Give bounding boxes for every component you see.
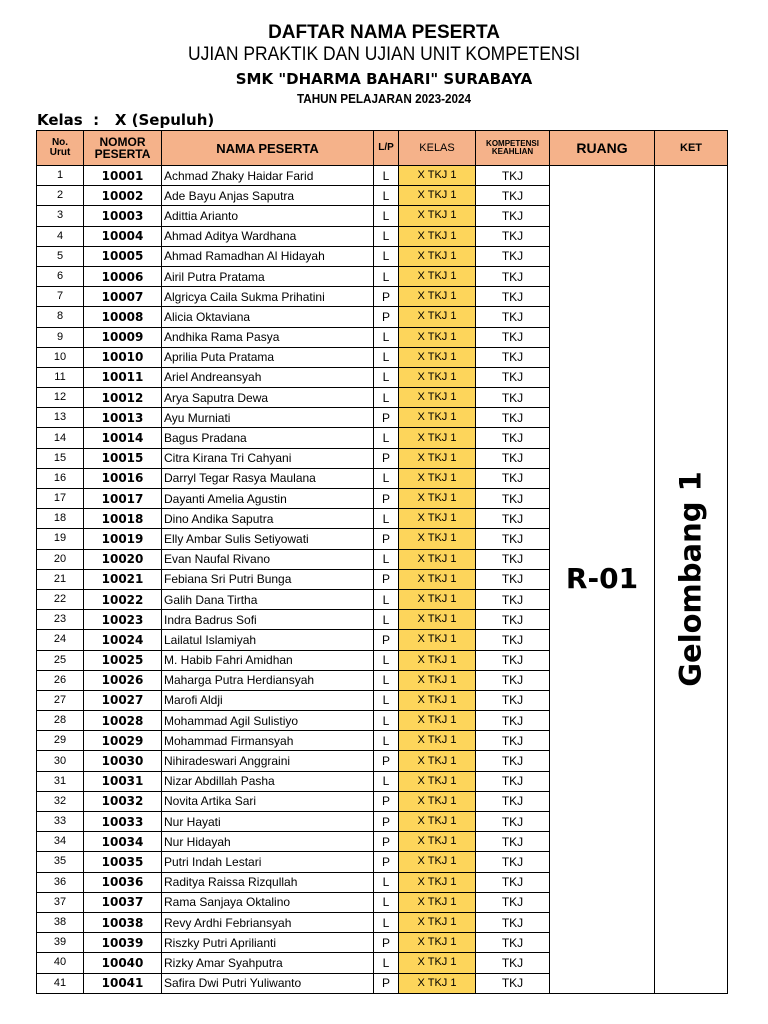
participant-gender: P bbox=[374, 973, 399, 993]
participant-competency: TKJ bbox=[476, 166, 550, 186]
participant-class: X TKJ 1 bbox=[399, 226, 476, 246]
col-header-no: No. Urut bbox=[37, 131, 84, 166]
class-label: Kelas : X (Sepuluh) bbox=[37, 111, 215, 129]
participant-name: Darryl Tegar Rasya Maulana bbox=[162, 468, 374, 488]
participant-class: X TKJ 1 bbox=[399, 206, 476, 226]
col-header-nomor: NOMOR PESERTA bbox=[84, 131, 162, 166]
participant-class: X TKJ 1 bbox=[399, 428, 476, 448]
participant-number: 10003 bbox=[84, 206, 162, 226]
participant-class: X TKJ 1 bbox=[399, 589, 476, 609]
participant-class: X TKJ 1 bbox=[399, 549, 476, 569]
participant-name: Airil Putra Pratama bbox=[162, 266, 374, 286]
participant-name: Ahmad Aditya Wardhana bbox=[162, 226, 374, 246]
participant-name: Raditya Raissa Rizqullah bbox=[162, 872, 374, 892]
participant-class: X TKJ 1 bbox=[399, 751, 476, 771]
participant-name: Ariel Andreansyah bbox=[162, 367, 374, 387]
participant-class: X TKJ 1 bbox=[399, 832, 476, 852]
participant-competency: TKJ bbox=[476, 569, 550, 589]
row-number: 4 bbox=[37, 226, 84, 246]
row-number: 5 bbox=[37, 246, 84, 266]
participant-class: X TKJ 1 bbox=[399, 731, 476, 751]
participant-name: Rama Sanjaya Oktalino bbox=[162, 892, 374, 912]
participant-number: 10037 bbox=[84, 892, 162, 912]
col-header-ket: KET bbox=[655, 131, 728, 166]
participant-name: Ayu Murniati bbox=[162, 408, 374, 428]
row-number: 9 bbox=[37, 327, 84, 347]
participant-competency: TKJ bbox=[476, 589, 550, 609]
participant-class: X TKJ 1 bbox=[399, 347, 476, 367]
participant-gender: P bbox=[374, 630, 399, 650]
participant-number: 10022 bbox=[84, 589, 162, 609]
row-number: 20 bbox=[37, 549, 84, 569]
document-title: DAFTAR NAMA PESERTA bbox=[268, 22, 500, 43]
participant-competency: TKJ bbox=[476, 933, 550, 953]
participant-number: 10040 bbox=[84, 953, 162, 973]
participant-competency: TKJ bbox=[476, 751, 550, 771]
participant-competency: TKJ bbox=[476, 287, 550, 307]
participant-number: 10015 bbox=[84, 448, 162, 468]
participant-class: X TKJ 1 bbox=[399, 812, 476, 832]
participant-competency: TKJ bbox=[476, 489, 550, 509]
row-number: 10 bbox=[37, 347, 84, 367]
participant-number: 10032 bbox=[84, 791, 162, 811]
participant-class: X TKJ 1 bbox=[399, 630, 476, 650]
participant-competency: TKJ bbox=[476, 206, 550, 226]
participant-competency: TKJ bbox=[476, 468, 550, 488]
participant-name: Riszky Putri Aprilianti bbox=[162, 933, 374, 953]
participant-number: 10033 bbox=[84, 812, 162, 832]
participant-competency: TKJ bbox=[476, 307, 550, 327]
participant-number: 10024 bbox=[84, 630, 162, 650]
participant-class: X TKJ 1 bbox=[399, 468, 476, 488]
participant-gender: P bbox=[374, 852, 399, 872]
participant-gender: P bbox=[374, 448, 399, 468]
participant-number: 10016 bbox=[84, 468, 162, 488]
row-number: 11 bbox=[37, 367, 84, 387]
wave-label: Gelombang 1 bbox=[673, 471, 708, 688]
participant-number: 10008 bbox=[84, 307, 162, 327]
row-number: 40 bbox=[37, 953, 84, 973]
table-header-row bbox=[37, 131, 728, 166]
row-number: 37 bbox=[37, 892, 84, 912]
row-number: 18 bbox=[37, 509, 84, 529]
participant-gender: L bbox=[374, 912, 399, 932]
participant-class: X TKJ 1 bbox=[399, 367, 476, 387]
participant-number: 10012 bbox=[84, 388, 162, 408]
row-number: 21 bbox=[37, 569, 84, 589]
participant-competency: TKJ bbox=[476, 266, 550, 286]
participant-gender: L bbox=[374, 711, 399, 731]
participant-class: X TKJ 1 bbox=[399, 569, 476, 589]
participant-gender: L bbox=[374, 731, 399, 751]
participant-competency: TKJ bbox=[476, 650, 550, 670]
participant-number: 10023 bbox=[84, 610, 162, 630]
row-number: 7 bbox=[37, 287, 84, 307]
participant-class: X TKJ 1 bbox=[399, 852, 476, 872]
participant-number: 10017 bbox=[84, 489, 162, 509]
participant-class: X TKJ 1 bbox=[399, 933, 476, 953]
participant-gender: L bbox=[374, 347, 399, 367]
col-header-kompetensi: KOMPETENSI KEAHLIAN bbox=[476, 131, 550, 166]
participant-competency: TKJ bbox=[476, 509, 550, 529]
participant-name: Maharga Putra Herdiansyah bbox=[162, 670, 374, 690]
participant-name: Revy Ardhi Febriansyah bbox=[162, 912, 374, 932]
participant-number: 10034 bbox=[84, 832, 162, 852]
col-header-nama: NAMA PESERTA bbox=[162, 131, 374, 166]
participant-name: Elly Ambar Sulis Setiyowati bbox=[162, 529, 374, 549]
participant-gender: L bbox=[374, 327, 399, 347]
participant-number: 10031 bbox=[84, 771, 162, 791]
participant-number: 10004 bbox=[84, 226, 162, 246]
participant-name: Rizky Amar Syahputra bbox=[162, 953, 374, 973]
participant-competency: TKJ bbox=[476, 448, 550, 468]
participant-name: Novita Artika Sari bbox=[162, 791, 374, 811]
participant-class: X TKJ 1 bbox=[399, 711, 476, 731]
participant-class: X TKJ 1 bbox=[399, 791, 476, 811]
participant-name: Febiana Sri Putri Bunga bbox=[162, 569, 374, 589]
participant-number: 10019 bbox=[84, 529, 162, 549]
row-number: 1 bbox=[37, 166, 84, 186]
participant-competency: TKJ bbox=[476, 408, 550, 428]
row-number: 32 bbox=[37, 791, 84, 811]
participant-gender: L bbox=[374, 226, 399, 246]
row-number: 33 bbox=[37, 812, 84, 832]
participant-name: Bagus Pradana bbox=[162, 428, 374, 448]
row-number: 28 bbox=[37, 711, 84, 731]
participant-gender: L bbox=[374, 872, 399, 892]
participant-number: 10028 bbox=[84, 711, 162, 731]
participant-competency: TKJ bbox=[476, 610, 550, 630]
participant-class: X TKJ 1 bbox=[399, 872, 476, 892]
participant-class: X TKJ 1 bbox=[399, 610, 476, 630]
participant-competency: TKJ bbox=[476, 367, 550, 387]
school-name: SMK "DHARMA BAHARI" SURABAYA bbox=[235, 70, 533, 88]
participant-gender: L bbox=[374, 468, 399, 488]
row-number: 41 bbox=[37, 973, 84, 993]
participant-gender: L bbox=[374, 246, 399, 266]
participant-gender: L bbox=[374, 892, 399, 912]
participant-class: X TKJ 1 bbox=[399, 186, 476, 206]
participant-gender: P bbox=[374, 933, 399, 953]
row-number: 8 bbox=[37, 307, 84, 327]
participant-number: 10014 bbox=[84, 428, 162, 448]
participant-name: Marofi Aldji bbox=[162, 690, 374, 710]
participant-gender: L bbox=[374, 690, 399, 710]
participant-number: 10007 bbox=[84, 287, 162, 307]
participant-competency: TKJ bbox=[476, 731, 550, 751]
row-number: 12 bbox=[37, 388, 84, 408]
participant-class: X TKJ 1 bbox=[399, 448, 476, 468]
participant-name: Safira Dwi Putri Yuliwanto bbox=[162, 973, 374, 993]
participant-name: Lailatul Islamiyah bbox=[162, 630, 374, 650]
participant-gender: P bbox=[374, 287, 399, 307]
participant-class: X TKJ 1 bbox=[399, 892, 476, 912]
participant-class: X TKJ 1 bbox=[399, 953, 476, 973]
participant-name: Nizar Abdillah Pasha bbox=[162, 771, 374, 791]
participant-number: 10030 bbox=[84, 751, 162, 771]
participant-name: Citra Kirana Tri Cahyani bbox=[162, 448, 374, 468]
participant-number: 10001 bbox=[84, 166, 162, 186]
participant-competency: TKJ bbox=[476, 832, 550, 852]
participant-class: X TKJ 1 bbox=[399, 489, 476, 509]
participant-class: X TKJ 1 bbox=[399, 509, 476, 529]
participant-class: X TKJ 1 bbox=[399, 670, 476, 690]
participant-name: Alicia Oktaviana bbox=[162, 307, 374, 327]
participant-gender: L bbox=[374, 670, 399, 690]
participant-competency: TKJ bbox=[476, 347, 550, 367]
participant-name: Mohammad Firmansyah bbox=[162, 731, 374, 751]
participant-gender: P bbox=[374, 307, 399, 327]
participant-competency: TKJ bbox=[476, 912, 550, 932]
participant-class: X TKJ 1 bbox=[399, 307, 476, 327]
row-number: 30 bbox=[37, 751, 84, 771]
participant-name: Andhika Rama Pasya bbox=[162, 327, 374, 347]
participant-name: Achmad Zhaky Haidar Farid bbox=[162, 166, 374, 186]
row-number: 16 bbox=[37, 468, 84, 488]
participant-competency: TKJ bbox=[476, 529, 550, 549]
participant-competency: TKJ bbox=[476, 953, 550, 973]
participant-number: 10018 bbox=[84, 509, 162, 529]
participant-class: X TKJ 1 bbox=[399, 388, 476, 408]
participant-class: X TKJ 1 bbox=[399, 529, 476, 549]
participant-class: X TKJ 1 bbox=[399, 408, 476, 428]
row-number: 31 bbox=[37, 771, 84, 791]
participant-competency: TKJ bbox=[476, 690, 550, 710]
participant-gender: P bbox=[374, 751, 399, 771]
participant-competency: TKJ bbox=[476, 226, 550, 246]
participant-gender: L bbox=[374, 388, 399, 408]
row-number: 36 bbox=[37, 872, 84, 892]
participant-competency: TKJ bbox=[476, 852, 550, 872]
participant-name: Dino Andika Saputra bbox=[162, 509, 374, 529]
table-row bbox=[37, 166, 728, 186]
participant-name: Aprilia Puta Pratama bbox=[162, 347, 374, 367]
row-number: 19 bbox=[37, 529, 84, 549]
participant-gender: L bbox=[374, 206, 399, 226]
participant-name: Evan Naufal Rivano bbox=[162, 549, 374, 569]
participant-gender: P bbox=[374, 832, 399, 852]
col-header-kelas: KELAS bbox=[399, 131, 476, 166]
row-number: 3 bbox=[37, 206, 84, 226]
participant-gender: L bbox=[374, 771, 399, 791]
participant-competency: TKJ bbox=[476, 791, 550, 811]
participant-name: Galih Dana Tirtha bbox=[162, 589, 374, 609]
participant-gender: P bbox=[374, 529, 399, 549]
participant-number: 10036 bbox=[84, 872, 162, 892]
participant-class: X TKJ 1 bbox=[399, 287, 476, 307]
row-number: 25 bbox=[37, 650, 84, 670]
participant-class: X TKJ 1 bbox=[399, 246, 476, 266]
participant-name: M. Habib Fahri Amidhan bbox=[162, 650, 374, 670]
participant-competency: TKJ bbox=[476, 771, 550, 791]
participant-number: 10006 bbox=[84, 266, 162, 286]
participant-gender: L bbox=[374, 186, 399, 206]
participant-number: 10010 bbox=[84, 347, 162, 367]
participant-gender: P bbox=[374, 408, 399, 428]
row-number: 13 bbox=[37, 408, 84, 428]
row-number: 15 bbox=[37, 448, 84, 468]
participant-class: X TKJ 1 bbox=[399, 690, 476, 710]
row-number: 2 bbox=[37, 186, 84, 206]
participant-gender: L bbox=[374, 650, 399, 670]
participant-name: Ade Bayu Anjas Saputra bbox=[162, 186, 374, 206]
participant-gender: L bbox=[374, 428, 399, 448]
participant-number: 10020 bbox=[84, 549, 162, 569]
participant-name: Mohammad Agil Sulistiyo bbox=[162, 711, 374, 731]
participant-competency: TKJ bbox=[476, 711, 550, 731]
participant-name: Nur Hidayah bbox=[162, 832, 374, 852]
row-number: 26 bbox=[37, 670, 84, 690]
participant-competency: TKJ bbox=[476, 973, 550, 993]
participant-number: 10039 bbox=[84, 933, 162, 953]
participant-number: 10035 bbox=[84, 852, 162, 872]
participant-gender: L bbox=[374, 266, 399, 286]
participant-number: 10021 bbox=[84, 569, 162, 589]
row-number: 17 bbox=[37, 489, 84, 509]
row-number: 6 bbox=[37, 266, 84, 286]
participant-competency: TKJ bbox=[476, 549, 550, 569]
participant-number: 10011 bbox=[84, 367, 162, 387]
participant-class: X TKJ 1 bbox=[399, 771, 476, 791]
row-number: 27 bbox=[37, 690, 84, 710]
participant-name: Nihiradeswari Anggraini bbox=[162, 751, 374, 771]
participant-competency: TKJ bbox=[476, 872, 550, 892]
participant-name: Dayanti Amelia Agustin bbox=[162, 489, 374, 509]
row-number: 24 bbox=[37, 630, 84, 650]
participant-number: 10002 bbox=[84, 186, 162, 206]
participant-gender: P bbox=[374, 489, 399, 509]
participant-name: Algricya Caila Sukma Prihatini bbox=[162, 287, 374, 307]
row-number: 38 bbox=[37, 912, 84, 932]
participant-competency: TKJ bbox=[476, 630, 550, 650]
participant-competency: TKJ bbox=[476, 388, 550, 408]
participant-name: Indra Badrus Sofi bbox=[162, 610, 374, 630]
participant-table bbox=[36, 130, 728, 994]
participant-number: 10005 bbox=[84, 246, 162, 266]
participant-class: X TKJ 1 bbox=[399, 973, 476, 993]
participant-number: 10025 bbox=[84, 650, 162, 670]
participant-number: 10009 bbox=[84, 327, 162, 347]
participant-gender: L bbox=[374, 367, 399, 387]
participant-name: Arya Saputra Dewa bbox=[162, 388, 374, 408]
participant-gender: P bbox=[374, 812, 399, 832]
participant-class: X TKJ 1 bbox=[399, 327, 476, 347]
participant-gender: P bbox=[374, 569, 399, 589]
academic-year: TAHUN PELAJARAN 2023-2024 bbox=[296, 91, 472, 106]
participant-number: 10013 bbox=[84, 408, 162, 428]
room-cell: R-01 bbox=[550, 166, 655, 994]
participant-gender: L bbox=[374, 549, 399, 569]
participant-number: 10026 bbox=[84, 670, 162, 690]
row-number: 35 bbox=[37, 852, 84, 872]
row-number: 34 bbox=[37, 832, 84, 852]
participant-number: 10029 bbox=[84, 731, 162, 751]
col-header-lp: L/P bbox=[374, 131, 399, 166]
participant-class: X TKJ 1 bbox=[399, 166, 476, 186]
participant-competency: TKJ bbox=[476, 246, 550, 266]
participant-competency: TKJ bbox=[476, 812, 550, 832]
row-number: 29 bbox=[37, 731, 84, 751]
participant-gender: L bbox=[374, 166, 399, 186]
participant-number: 10041 bbox=[84, 973, 162, 993]
participant-competency: TKJ bbox=[476, 327, 550, 347]
participant-number: 10027 bbox=[84, 690, 162, 710]
participant-name: Putri Indah Lestari bbox=[162, 852, 374, 872]
participant-competency: TKJ bbox=[476, 186, 550, 206]
row-number: 23 bbox=[37, 610, 84, 630]
row-number: 14 bbox=[37, 428, 84, 448]
col-header-ruang: RUANG bbox=[550, 131, 655, 166]
participant-number: 10038 bbox=[84, 912, 162, 932]
participant-gender: L bbox=[374, 953, 399, 973]
participant-gender: L bbox=[374, 509, 399, 529]
participant-competency: TKJ bbox=[476, 428, 550, 448]
row-number: 39 bbox=[37, 933, 84, 953]
document-subtitle: UJIAN PRAKTIK DAN UJIAN UNIT KOMPETENSI bbox=[187, 44, 581, 65]
participant-class: X TKJ 1 bbox=[399, 650, 476, 670]
row-number: 22 bbox=[37, 589, 84, 609]
participant-name: Adittia Arianto bbox=[162, 206, 374, 226]
note-cell bbox=[655, 166, 728, 994]
participant-gender: L bbox=[374, 589, 399, 609]
participant-gender: L bbox=[374, 610, 399, 630]
participant-name: Nur Hayati bbox=[162, 812, 374, 832]
participant-class: X TKJ 1 bbox=[399, 266, 476, 286]
participant-competency: TKJ bbox=[476, 670, 550, 690]
participant-competency: TKJ bbox=[476, 892, 550, 912]
participant-class: X TKJ 1 bbox=[399, 912, 476, 932]
participant-gender: P bbox=[374, 791, 399, 811]
participant-name: Ahmad Ramadhan Al Hidayah bbox=[162, 246, 374, 266]
